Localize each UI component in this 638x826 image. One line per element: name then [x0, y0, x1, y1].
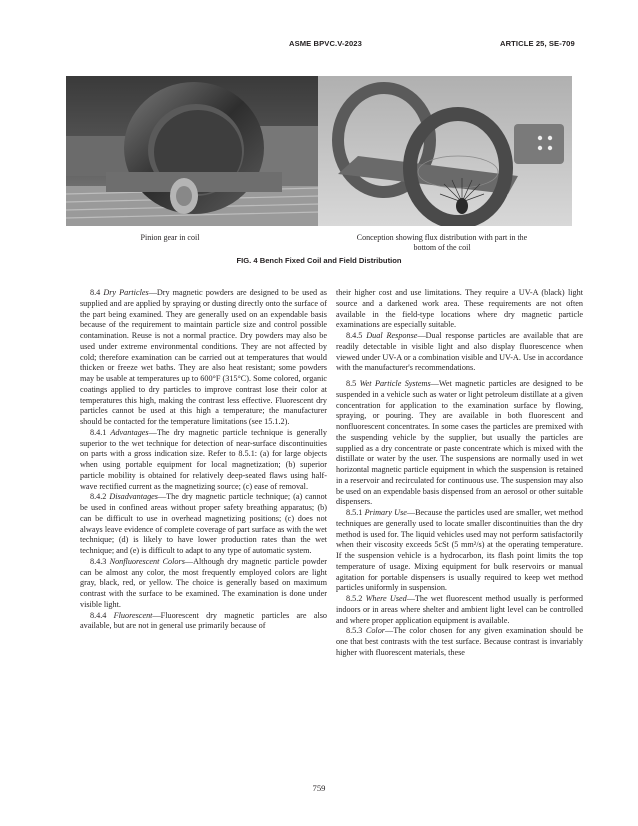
paragraph — [80, 492, 327, 557]
paragraph — [336, 379, 583, 508]
text-column-left — [80, 288, 327, 632]
paragraph — [336, 508, 583, 594]
paragraph-text: —The color chosen for any given examination should be one that best contrasts with the test surface. Because contrast is invariably higher with fluorescent materials, these — [336, 626, 583, 657]
section-number: 8.4.4 — [90, 610, 114, 620]
paragraph — [336, 626, 583, 658]
figure-caption-right: Conception showing flux distribution with part in the bottom of the coil — [356, 233, 528, 252]
section-number: 8.4.3 — [90, 556, 110, 566]
section-heading: Disadvantages — [109, 492, 158, 502]
paragraph — [336, 288, 583, 331]
paragraph-text: —Dual response particles are available that are readily detectable in visible light and also display fluorescence when viewed under UV-A or a combination visible and UV-A. Use in accordance with the manufacturer's recommendations. — [336, 331, 583, 373]
figure-caption-left: Pinion gear in coil — [140, 233, 200, 242]
section-number: 8.5 — [346, 379, 360, 388]
section-heading: Primary Use — [364, 508, 407, 517]
section-heading: Dual Response — [366, 331, 418, 340]
section-number: 8.4.5 — [346, 331, 367, 340]
section-heading: Where Used — [365, 594, 407, 603]
paragraph — [80, 428, 327, 493]
section-number: 8.4 — [90, 288, 104, 297]
page-number: 759 — [312, 783, 326, 793]
figure-title: FIG. 4 Bench Fixed Coil and Field Distribution — [236, 256, 402, 265]
section-number: 8.4.1 — [90, 427, 111, 437]
paragraph-text: —Fluorescent dry magnetic particles are also available, but are not in general use primarily because of — [80, 610, 327, 631]
paragraph — [80, 557, 327, 611]
paragraph-text: —The dry magnetic particle technique is generally superior to the wet technique for detection of near-surface discontinuities on parts with a gross indication size. Refer to 8.5.1: (a) for large objects when using portable equipment for local magnetization; (b) superior particle mobility is obtained for relatively deep-seated flaws using half-wave rectified current as the magnetizing source; (c) ease of removal. — [80, 427, 327, 491]
illustration-flux-distribution — [318, 76, 572, 226]
paragraph-text: —Wet magnetic particles are designed to be suspended in a vehicle such as water or light petroleum distillate at a given concentration for application to the examination surface by flowing, spraying, or pouring. They are available in both fluorescent and nonfluorescent concentrates. In some cases the particles are premixed with the suspending vehicle by the supplier, but usually the particles are supplied as a dry concentrate or paste concentrate which is mixed with the distillate or water by the user. The suspensions are normally used in wet horizontal magnetic particle equipment in which the suspension is retained in a reservoir and recirculated for continuous use. The suspension may also be used on an expendable basis dispensed from an aerosol or other suitable dispensers. — [336, 379, 583, 507]
section-number: 8.4.2 — [90, 492, 110, 502]
paragraph — [336, 594, 583, 626]
section-heading: Color — [365, 626, 385, 636]
text-column-right — [336, 288, 583, 659]
paragraph — [336, 331, 583, 374]
section-heading: Dry Particles — [103, 288, 149, 297]
paragraph-text: —Although dry magnetic particle powder can be almost any color, the most frequently employed colors are light gray, black, red, or yellow. The choice is generally based on maximum contrast with the surface to be examined. The examination is done under visible light. — [80, 556, 327, 609]
section-heading: Nonfluorescent Colors — [109, 556, 185, 566]
paragraph — [80, 288, 327, 428]
paragraph-text: —The dry magnetic particle technique; (a) cannot be used in confined areas without proper safety breathing apparatus; (b) can be difficult to use in overhead magnetizing positions; (c) does not always leave evidence of complete coverage of part surface as with the wet technique; (d) is likely to have lower production rates than the wet technique; and (e) is difficult to adapt to any type of automatic system. — [80, 492, 327, 555]
section-heading: Wet Particle Systems — [359, 379, 431, 388]
running-header-right: ARTICLE 25, SE-709 — [500, 39, 575, 48]
paragraph — [80, 611, 327, 633]
section-number: 8.5.2 — [346, 594, 366, 603]
section-number: 8.5.1 — [346, 508, 365, 517]
paragraph-text: —Dry magnetic powders are designed to be used as supplied and are applied by spraying or dusting directly onto the surface of the part being examined. They are generally used on an expendable basis because of the requirement to maintain particle size and control possible contamination. Reuse is not a normal practice. Dry powders may also be used under extreme environmental conditions. They are not affected by cold; therefore examination can be carried out at temperatures that would thicken or freeze wet baths. They are also heat resistant; some powders may be usable at temperatures up to 600°F (315°C). Some colored, organic coatings applied to dry particles to improve contrast lose their color at temperatures this high, making the contrast less effective. Fluorescent dry particles cannot be used at this high a temperature; the manufacturer should be contacted for the temperature limitations (see 15.1.2). — [80, 288, 327, 426]
section-number: 8.5.3 — [346, 626, 366, 636]
paragraph-text: their higher cost and use limitations. They require a UV-A (black) light source and a darkened work area. These requirements are not often available in the field-type locations where dry magnetic particle examinations are especially suitable. — [336, 288, 583, 330]
photo-pinion-gear-in-coil — [66, 76, 320, 226]
section-heading: Fluorescent — [113, 610, 153, 620]
section-heading: Advantages — [110, 427, 149, 437]
paragraph-text: —The wet fluorescent method usually is performed indoors or in areas where shelter and ambient light level can be controlled and where proper application equipment is available. — [336, 594, 583, 625]
running-header-left: ASME BPVC.V-2023 — [289, 39, 362, 48]
paragraph-text: —Because the particles used are smaller, wet method techniques are generally used to locate smaller discontinuities than the dry method is used for. The liquid vehicles used may not perform satisfactorily when their viscosity exceeds 5cSt (5 mm²/s) at the operating temperature. If the suspension vehicle is a hydrocarbon, its flash point limits the top temperature of usage. Mixing equipment for bulk reservoirs or manual agitation for portable dispensers is usually required to keep wet method particles uniformly in suspension. — [336, 508, 583, 593]
